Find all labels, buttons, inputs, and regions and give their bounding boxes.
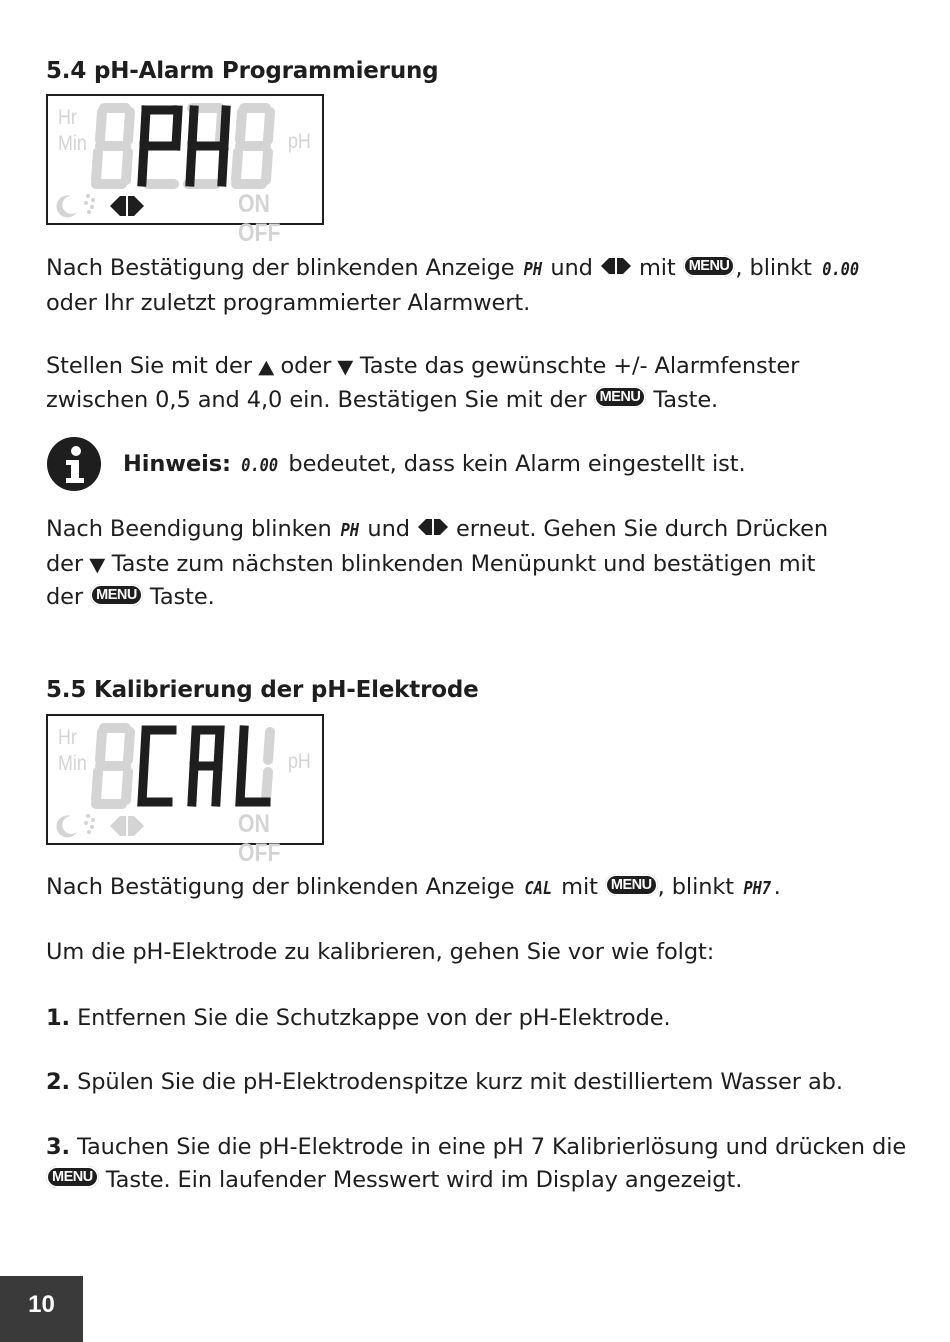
lcd-segments bbox=[48, 716, 322, 843]
lcd-min-label: Min bbox=[58, 752, 87, 775]
menu-button-icon: MENU bbox=[46, 1166, 99, 1188]
moon-icon bbox=[57, 815, 77, 837]
seg-code-zero: 0.00 bbox=[241, 455, 279, 476]
ph-paragraph-3: Nach Beendigung blinken PH und erneut. Gehen Sie durch Drücken der ▼ Taste zum nächsten blinkenden Menüpunkt und bestätigen mit der MENU Taste. bbox=[46, 516, 829, 610]
lcd-min-label: Min bbox=[58, 132, 87, 155]
alarm-arrows-icon bbox=[600, 257, 632, 275]
menu-button-icon: MENU bbox=[605, 874, 658, 896]
section-heading-ph-alarm: 5.4 pH-Alarm Programmierung bbox=[46, 58, 439, 84]
info-icon bbox=[46, 436, 102, 492]
sparkle-icon bbox=[84, 194, 95, 214]
lcd-hr-label: Hr bbox=[58, 726, 77, 749]
menu-button-icon: MENU bbox=[683, 255, 736, 277]
section-heading-calibration: 5.5 Kalibrierung der pH-Elektrode bbox=[46, 677, 479, 703]
moon-icon bbox=[57, 195, 77, 217]
sparkle-icon bbox=[84, 814, 95, 834]
lcd-display-cal bbox=[46, 714, 324, 867]
lcd-char-c bbox=[142, 730, 172, 802]
menu-button-icon: MENU bbox=[594, 386, 647, 408]
ph-paragraph-1: Nach Bestätigung der blinkenden Anzeige PH und mit MENU , blinkt 0.00 oder Ihr zuletzt programmierter Alarmwert. bbox=[46, 255, 859, 316]
up-arrow-icon: ▲ bbox=[258, 356, 275, 378]
alarm-arrows-icon bbox=[417, 518, 449, 536]
cal-paragraph-2: Um die pH-Elektrode zu kalibrieren, gehen Sie vor wie folgt: bbox=[46, 939, 715, 965]
cal-step-3: 3. Tauchen Sie die pH-Elektrode in eine pH 7 Kalibrierlösung und drücken die MENU Taste. Ein laufender Messwert wird im Display angezeigt. bbox=[46, 1134, 907, 1193]
lcd-hr-label: Hr bbox=[58, 106, 77, 129]
seg-code-cal: CAL bbox=[524, 878, 552, 899]
lcd-char-p bbox=[142, 110, 178, 182]
page-number: 10 bbox=[0, 1276, 83, 1342]
hinweis-note: Hinweis: 0.00 bedeutet, dass kein Alarm eingestellt ist. bbox=[123, 448, 903, 483]
lcd-ph-unit-label: pH bbox=[288, 130, 311, 153]
lcd-segments bbox=[48, 96, 322, 223]
lcd-on-off-label: ON OFF bbox=[238, 810, 281, 867]
lcd-ph-unit-label: pH bbox=[288, 750, 311, 773]
seg-code-zero: 0.00 bbox=[822, 259, 859, 280]
cal-step-1: 1. Entfernen Sie die Schutzkappe von der pH-Elektrode. bbox=[46, 1005, 671, 1031]
hinweis-label: Hinweis: bbox=[123, 451, 231, 477]
down-arrow-icon: ▼ bbox=[337, 356, 354, 378]
cal-paragraph-1: Nach Bestätigung der blinkenden Anzeige CAL mit MENU , blinkt PH7 . bbox=[46, 871, 926, 906]
alarm-arrows-icon bbox=[110, 816, 144, 836]
cal-step-2: 2. Spülen Sie die pH-Elektrodenspitze kurz mit destilliertem Wasser ab. bbox=[46, 1069, 843, 1095]
ph-paragraph-2: Stellen Sie mit der ▲ oder ▼ Taste das gewünschte +/- Alarmfenster zwischen 0,5 and 4,0 ein. Bestätigen Sie mit der MENU Taste. bbox=[46, 353, 800, 413]
lcd-char-a bbox=[192, 730, 220, 802]
alarm-arrows-icon bbox=[110, 196, 144, 216]
menu-button-icon: MENU bbox=[90, 584, 143, 606]
lcd-display-ph bbox=[46, 94, 324, 247]
down-arrow-icon: ▼ bbox=[89, 553, 106, 576]
seg-code-ph: PH bbox=[523, 259, 542, 280]
seg-code-ph7: PH7 bbox=[743, 878, 772, 899]
seg-code-ph: PH bbox=[340, 520, 359, 541]
lcd-on-off-label: ON OFF bbox=[238, 190, 281, 247]
